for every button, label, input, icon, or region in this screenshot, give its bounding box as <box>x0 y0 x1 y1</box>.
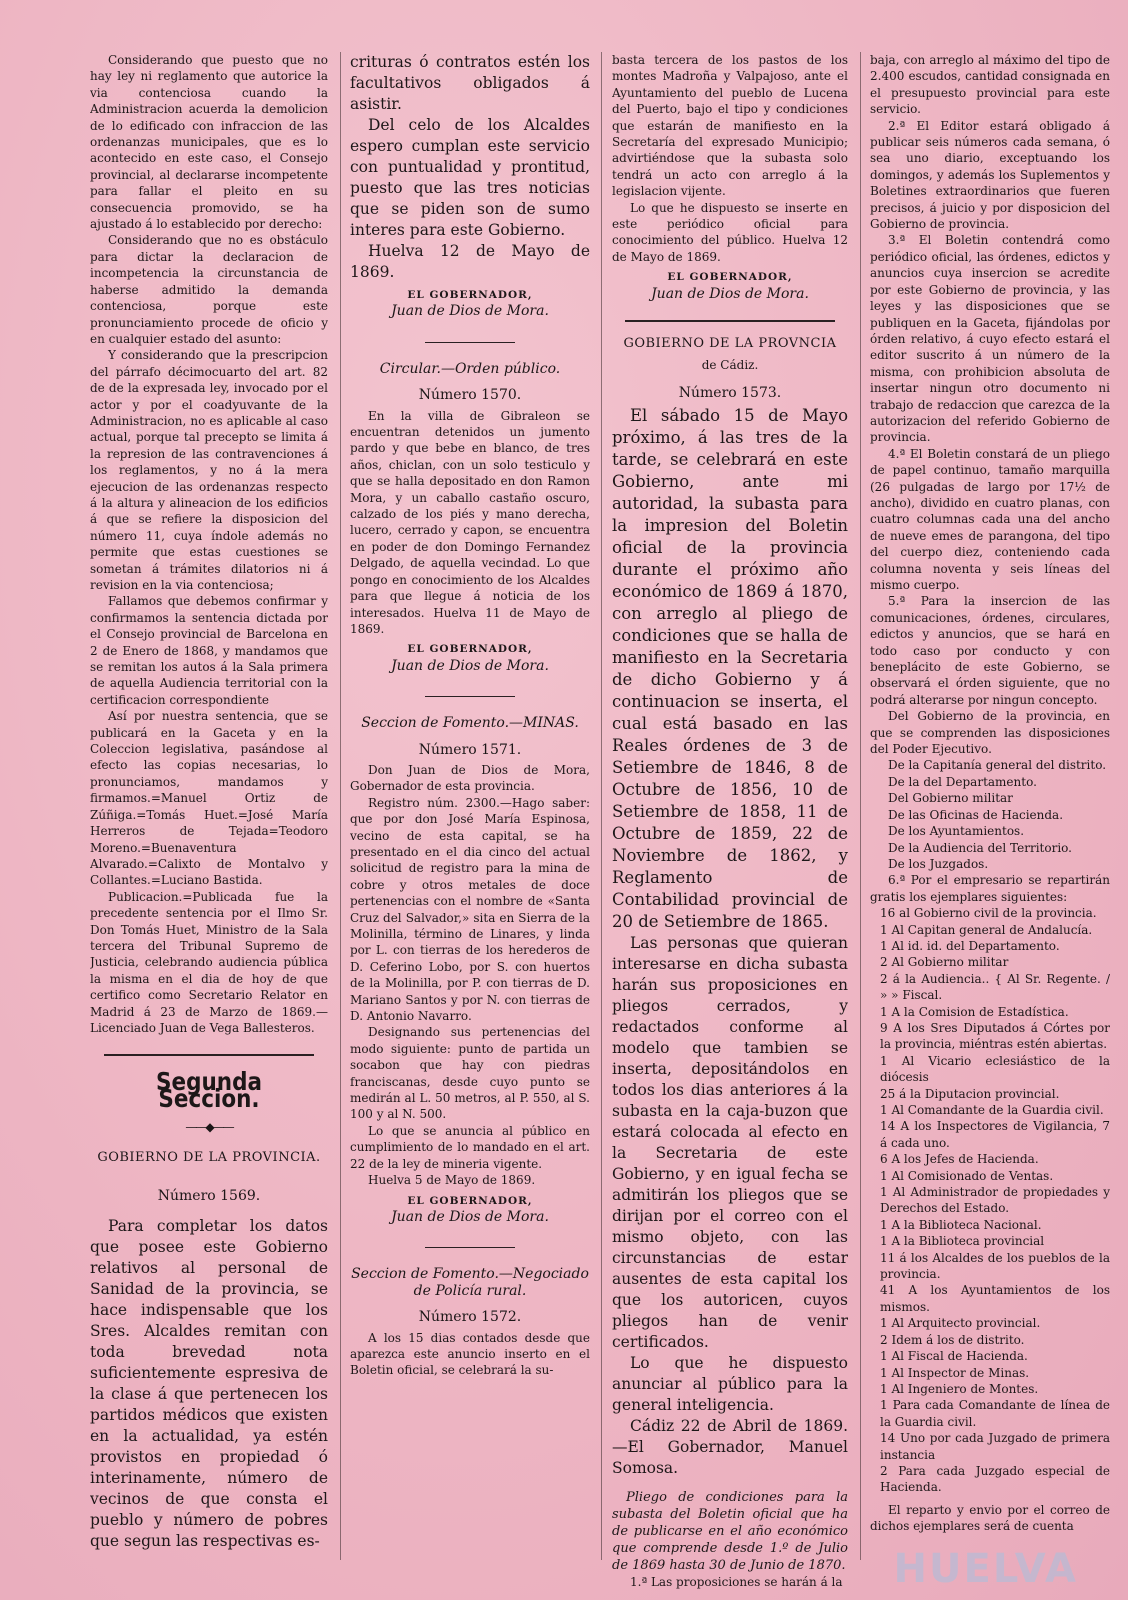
list-item: 1 Al Fiscal de Hacienda. <box>880 1349 1028 1364</box>
paragraph: 6.ª Por el empresario se repartirán gratis los ejemplares siguientes: <box>870 873 1110 904</box>
column-3 <box>612 52 848 1592</box>
list-item: Del Gobierno militar <box>888 791 1013 806</box>
list-item: 14 A los Inspectores de Vigilancia, 7 á cada uno. <box>880 1119 1110 1150</box>
list-item: De las Oficinas de Hacienda. <box>888 807 1064 822</box>
signature-name: Juan de Dios de Mora. <box>391 303 549 320</box>
paragraph: Así por nuestra sentencia, que se publicará en la Gaceta y en la Coleccion legislativa, pasándose al efecto las copias necesarias, lo pronunciamos, mandamos y firmamos.=Manuel Ortiz de Zúñiga.=Tomás Huet.=José María Herreros de Tejada=Teodoro Moreno.=Buenaventura Alvarado.=Calixto de Montalvo y Collantes.=Luciano Bastida. <box>90 709 328 888</box>
paragraph: Considerando que puesto que no hay ley ni reglamento que autorice la via contenciosa cuando la Administracion acuerda la demolicion de lo edificado con infraccion de las ordenanzas municipales, que es lo acontecido en este caso, el Consejo provincial, al declararse incompetente para fallar el pleito en su consecuencia promovido, se ha ajustado á lo establecido por derecho: <box>90 53 328 232</box>
column-4 <box>870 52 1110 1592</box>
list-item: De la Audiencia del Territorio. <box>888 840 1072 855</box>
ejemplares-list <box>870 905 1110 1496</box>
paragraph: Del celo de los Alcaldes espero cumplan este servicio con puntualidad y prontitud, puesto que las tres noticias que se piden son de sumo interes para este Gobierno. <box>350 116 590 239</box>
divider <box>425 342 515 343</box>
signature-title: EL GOBERNADOR, <box>407 643 533 656</box>
section-heading: Circular.—Orden público. <box>379 360 561 377</box>
paragraph: El sábado 15 de Mayo próximo, á las tres de la tarde, se celebrará en este Gobierno, ante mi autoridad, la subasta para la impresion del Boletin oficial de la provincia durante el próximo año económico de 1869 á 1870, con arreglo al pliego de condiciones que se halla de manifiesto en la Secretaria de dicho Gobierno y á continuacion se inserta, el cual está basado en las Reales órdenes de 3 de Setiembre de 1846, 8 de Octubre de 1856, 10 de Setiembre de 1858, 11 de Octubre de 1859, 22 de Noviembre de 1862, y Reglamento de Contabilidad provincial de 20 de Setiembre de 1865. <box>612 406 848 932</box>
list-item: 2 á la Audiencia.. { Al Sr. Regente. / » » Fiscal. <box>880 971 1110 1003</box>
paragraph: Fallamos que debemos confirmar y confirmamos la sentencia dictada por el Consejo provincial de Barcelona en 2 de Enero de 1868, y mandamos que se remitan los autos á la Sala primera de aquella Audiencia territorial con la certificacion correspondiente <box>90 594 328 707</box>
pliego-title: Pliego de condiciones para la subasta del Boletin oficial que ha de publicarse en el año económico que comprende desde 1.º de Julio de 1869 hasta 30 de Junio de 1870. <box>612 1490 848 1574</box>
divider <box>104 1054 314 1056</box>
list-item: 41 A los Ayuntamientos de los mismos. <box>880 1283 1110 1314</box>
subheading: de Cádiz. <box>701 357 759 372</box>
list-item: 9 A los Sres Diputados á Córtes por la provincia, miéntras estén abiertas. <box>880 1020 1110 1052</box>
paragraph: Del Gobierno de la provincia, en que se comprenden las disposiciones del Poder Ejecutivo. <box>870 709 1110 757</box>
list-item: 2 Al Gobierno militar <box>880 955 1009 970</box>
list-item: 14 Uno por cada Juzgado de primera instancia <box>880 1431 1110 1462</box>
list-item: 1 Al id. id. del Departamento. <box>880 938 1060 953</box>
paragraph: baja, con arreglo al máximo del tipo de 2.400 escudos, cantidad consignada en el presupuesto provincial para este servicio. <box>870 53 1110 117</box>
list-item: 6 A los Jefes de Hacienda. <box>880 1152 1039 1167</box>
paragraph: En la villa de Gibraleon se encuentran detenidos un jumento pardo y que bebe en blanco, de tres años, chiclan, con un solo testiculo y que se halla depositado en don Ramon Mora, y un caballo castaño oscuro, calzado de los piés y mano derecha, lucero, cerrado y capon, se encuentra en poder de don Domingo Fernandez Delgado, de aquella vecindad. Lo que pongo en conocimiento de los Alcaldes para que llegue á noticia de los interesados. Huelva 11 de Mayo de 1869. <box>350 408 590 636</box>
signature-name: Juan de Dios de Mora. <box>651 285 809 302</box>
notice-number: Número 1571. <box>418 741 522 758</box>
paragraph: Considerando que no es obstáculo para dictar la declaracion de incompetencia la circunstancia de haberse admitido la demanda contenciosa, porque este pronunciamiento procede de oficio y en cualquier estado del asunto: <box>90 233 328 346</box>
notice-number: Número 1573. <box>678 384 782 401</box>
list-item: 2 Para cada Juzgado especial de Hacienda. <box>880 1463 1110 1495</box>
gobierno-heading: GOBIERNO DE LA PROVNCIA <box>623 336 837 352</box>
paragraph: Lo que se anuncia al público en cumplimiento de lo mandado en el art. 22 de la ley de mineria vigente. <box>350 1123 590 1171</box>
date-line: Huelva 5 de Mayo de 1869. <box>368 1173 536 1188</box>
signature-title: EL GOBERNADOR, <box>407 1194 533 1207</box>
paragraph: Para completar los datos que posee este Gobierno relativos al personal de Sanidad de la provincia, se hace indispensable que los Sres. Alcaldes remitan con toda brevedad nota suficientemente espresiva de la clase á que pertenecen los partidos médicos que existen en la actualidad, ya estén provistos en propiedad ó interinamente, número de vecinos de que consta el pueblo y número de pobres que segun las respectivas es- <box>90 1217 328 1551</box>
paragraph: 5.ª Para la insercion de las comunicaciones, órdenes, circulares, edictos y anuncios, que se hará en todo caso por conducto y con beneplácito de este Gobierno, se observará el órden siguiente, que no podrá alterarse por ningun concepto. <box>870 594 1110 707</box>
paragraph: Designando sus pertenencias del modo siguiente: punto de partida un socabon que hay con piedras franciscanas, desde cuyo punto se medirán al L. 50 metros, al P. 550, al S. 100 y al N. 500. <box>350 1025 590 1122</box>
column-rule <box>340 52 341 1560</box>
list-item: 11 á los Alcaldes de los pueblos de la provincia. <box>880 1250 1110 1282</box>
list-item: 1 Al Capitan general de Andalucía. <box>880 922 1093 937</box>
paragraph: Publicacion.=Publicada fue la precedente sentencia por el Ilmo Sr. Don Tomás Huet, Ministro de la Sala tercera del Tribunal Supremo de Justicia, celebrando audiencia pública la misma en el dia de hoy de que certifico como Secretario Relator en Madrid á 23 de Marzo de 1869.—Licenciado Juan de Vega Ballesteros. <box>90 889 328 1035</box>
list-item: 1 Al Comisionado de Ventas. <box>880 1168 1054 1183</box>
paragraph: Lo que he dispuesto se inserte en este periódico oficial para conocimiento del público. Huelva 12 de Mayo de 1869. <box>612 200 848 264</box>
signature-title: EL GOBERNADOR, <box>667 271 793 284</box>
signature-title: EL GOBERNADOR, <box>407 289 533 301</box>
divider <box>625 320 835 322</box>
watermark-logo: HUELVA <box>893 1546 1078 1592</box>
paragraph: Don Juan de Dios de Mora, Gobernador de esta provincia. <box>350 762 590 794</box>
paragraph: Las personas que quieran interesarse en dicha subasta harán sus proposiciones en pliegos cerrados, y redactados conforme al modelo que tambien se inserta, depositándolos en todos los dias anteriores á la subasta en la caja-buzon que estará colocada al efecto en la Secretaria de este Gobierno, y en igual fecha se admitirán los pliegos que se dirijan por el correo con el mismo objeto, con las circunstancias de estar ausentes de esta capital los que los autoricen, cuyos pliegos han de venir certificados. <box>612 934 848 1352</box>
section-heading: Seccion de Fomento.—MINAS. <box>361 715 579 732</box>
notice-number: Número 1569. <box>157 1188 261 1204</box>
section-title: Segunda Seccion. <box>156 1067 262 1113</box>
gobierno-heading: GOBIERNO DE LA PROVINCIA. <box>97 1149 321 1165</box>
list-item: 2 Idem á los de distrito. <box>880 1332 1025 1347</box>
column-rule <box>860 52 861 1560</box>
list-item: De la del Departamento. <box>888 774 1037 789</box>
list-item: De la Capitanía general del distrito. <box>888 758 1107 773</box>
list-item: 1 Al Vicario eclesiástico de la diócesis <box>880 1053 1110 1085</box>
paragraph: 2.ª El Editor estará obligado á publicar seis números cada semana, ó sea uno diario, exceptuando los domingos, y además los Suplementos y Boletines extraordinarios que fueren precisos, á juicio y por disposicion del Gobierno de provincia. <box>870 118 1110 232</box>
list-item: 1 A la Comision de Estadística. <box>880 1004 1069 1019</box>
column-rule <box>601 52 602 1560</box>
column-1 <box>90 52 328 1592</box>
paragraph: Lo que he dispuesto anunciar al público para la general inteligencia. <box>612 1354 848 1415</box>
divider <box>425 1247 515 1248</box>
paragraph: Registro núm. 2300.—Hago saber: que por don José María Espinosa, vecino de esta capital, se ha presentado en el dia cinco del actual solicitud de registro para la mina de cobre y otros metales de doce pertenencias con el nombre de «Santa Cruz del Salvador,» sita en Sierra de la Molinilla, término de Linares, y linda por L. con tierras de los herederos de D. Ceferino Lobo, por S. con huertos de la Molinilla, por P. con tierras de D. Mariano Santos y por N. con tierras de D. Antonio Navarro. <box>350 795 590 1024</box>
list-item: 1 Al Comandante de la Guardia civil. <box>880 1103 1104 1117</box>
paragraph: 4.ª El Boletin constará de un pliego de papel continuo, tamaño marquilla (26 pulgadas de largo por 17½ de ancho), dividido en cuatro planas, con cuatro columnas cada una del ancho de nueve emes de parangona, del tipo del cuerpo diez, conteniendo cada columna noventa y seis líneas del mismo cuerpo. <box>870 446 1110 592</box>
date-line: Huelva 12 de Mayo de 1869. <box>350 242 590 281</box>
notice-number: Número 1572. <box>418 1309 522 1326</box>
list-item: 1 A la Biblioteca Nacional. <box>880 1217 1042 1232</box>
signature-name: Juan de Dios de Mora. <box>391 1208 549 1225</box>
list-item: 1 Al Ingeniero de Montes. <box>880 1381 1039 1396</box>
divider <box>425 696 515 697</box>
section-heading: Seccion de Fomento.—Negociado de Policía rural. <box>351 1266 589 1299</box>
column-2 <box>350 52 590 1592</box>
list-item: De los Ayuntamientos. <box>888 824 1025 839</box>
ornament-divider: ——◆—— <box>185 1120 233 1135</box>
paragraph: Y considerando que la prescripcion del párrafo décimocuarto del art. 82 de de la expresada ley, invocado por el actor y por el coadyuvante de la Administracion, no es aplicable al caso actual, porque tal precepto se limita á la represion de las contravenciones á los reglamentos, y no á la mera ejecucion de las ordenanzas respecto á la altura y alineacion de los edificios á que se refiere la disposicion del número 11, cuya índole además no permite que estas cuestiones se sometan á trámites dilatorios ni á revision en la via contenciosa; <box>90 348 328 592</box>
list-item: 16 al Gobierno civil de la provincia. <box>880 906 1097 921</box>
list-item: 1 Al Inspector de Minas. <box>880 1365 1030 1380</box>
list-item: 1 Al Arquitecto provincial. <box>880 1316 1041 1331</box>
paragraph: A los 15 dias contados desde que aparezca este anuncio inserto en el Boletin oficial, se celebrará la su- <box>350 1330 590 1378</box>
list-item: 1 Para cada Comandante de línea de la Guardia civil. <box>880 1398 1110 1429</box>
signature-name: Juan de Dios de Mora. <box>391 657 549 674</box>
list-item: 1 Al Administrador de propiedades y Derechos del Estado. <box>880 1185 1110 1216</box>
paragraph: El reparto y envio por el correo de dichos ejemplares será de cuenta <box>870 1502 1110 1534</box>
list-item: 25 á la Diputacion provincial. <box>880 1086 1060 1101</box>
date-line: Cádiz 22 de Abril de 1869. —El Gobernador, Manuel Somosa. <box>612 1417 848 1478</box>
paragraph: 3.ª El Boletin contendrá como periódico oficial, las órdenes, edictos y anuncios cuya insercion se acredite por este Gobierno de provincia, y las leyes y las disposiciones que se publiquen en la Gaceta, fijándolas por órden relativo, á cuyo efecto estará el editor suscrito á un número de la misma, con prohibicion absoluta de insertar ningun otro documento ni trabajo de redaccion que carezca de la autorizacion del referido Gobierno de provincia. <box>870 233 1110 445</box>
paragraph: basta tercera de los pastos de los montes Madroña y Valpajoso, ante el Ayuntamiento del pueblo de Lucena del Puerto, bajo el tipo y condiciones que estarán de manifiesto en la Secretaría del expresado Municipio; advirtiéndose que la subasta solo tendrá un acto con arreglo á la legislacion vijente. <box>612 53 848 199</box>
paragraph: crituras ó contratos estén los facultativos obligados á asistir. <box>350 53 590 113</box>
paragraph: 1.ª Las proposiciones se harán á la <box>630 1575 843 1590</box>
notice-number: Número 1570. <box>418 387 522 404</box>
list-item: De los Juzgados. <box>888 856 989 871</box>
list-item: 1 A la Biblioteca provincial <box>880 1234 1045 1249</box>
